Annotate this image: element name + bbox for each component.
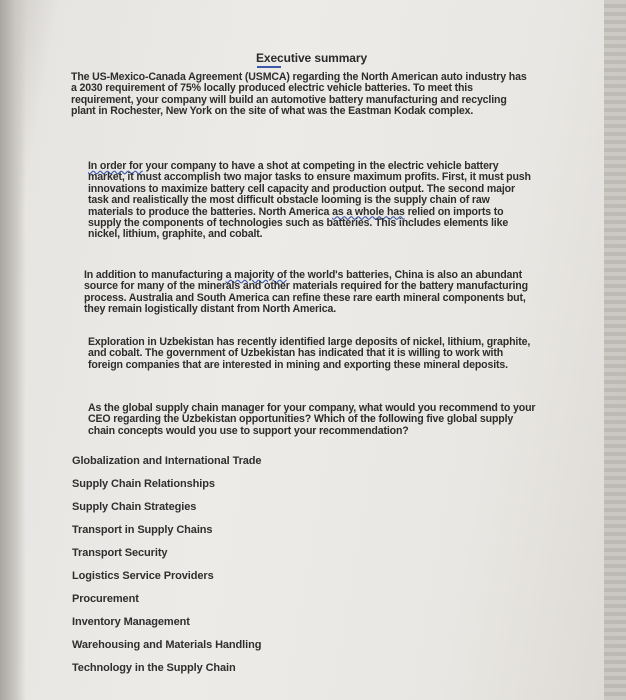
list-item: Transport in Supply Chains <box>72 524 213 536</box>
list-item: Logistics Service Providers <box>72 570 214 582</box>
list-item: Supply Chain Strategies <box>72 501 197 513</box>
paragraph-tasks-body: your company to have a shot at competing in the electric vehicle battery market, it must accomplish two major tasks to ensure maximum profits. First, it must push innovations to maximize battery cell capacity and production output. The second major task and realistically the most difficult obstacle looming is the supply chain of raw materials to produce the batteries. North America <box>88 160 531 218</box>
paragraph-tasks <box>88 161 534 241</box>
paragraph-china-tail: the world's batteries, China is also an abundant source for many of the minerals and other materials required for the battery manufacturing process. Australia and South America can refine these rare earth mineral components but, they remain logistically distant from North America. <box>84 269 528 316</box>
page-edge-right <box>604 0 626 700</box>
title-underline-mark <box>257 66 281 68</box>
list-item: Warehousing and Materials Handling <box>72 639 262 651</box>
list-item: Globalization and International Trade <box>72 455 262 467</box>
grammar-squiggle-majority-of: a majority of <box>225 269 287 281</box>
page-shadow-left <box>0 0 26 700</box>
paragraph-tasks-tail: relied on imports to supply the components of technologies such as batteries. This includes elements like nickel, lithium, graphite, and cobalt. <box>88 205 509 241</box>
concept-list <box>72 453 261 683</box>
paragraph-china <box>84 270 536 316</box>
paragraph-china-head: In addition to manufacturing <box>84 269 223 281</box>
document-title: Executive summary <box>256 51 368 65</box>
paragraph-usmca: The US-Mexico-Canada Agreement (USMCA) regarding the North American auto industry has a 2030 requirement of 75% locally produced electric vehicle batteries. To meet this requirement, your company will build an automotive battery manufacturing and recycling plant in Rochester, New York on the site of what was the Eastman Kodak complex. <box>71 71 527 118</box>
list-item: Procurement <box>72 593 139 605</box>
document-page <box>60 40 540 680</box>
paragraph-uzbekistan: Exploration in Uzbekistan has recently identified large deposits of nickel, lithium, graphite, and cobalt. The government of Uzbekistan has indicated that it is willing to work with foreign companies that are interested in mining and exporting these mineral deposits. <box>88 336 531 371</box>
grammar-squiggle-as-a-whole: as a whole has <box>332 205 405 218</box>
list-item: Technology in the Supply Chain <box>72 662 236 674</box>
list-item: Inventory Management <box>72 616 190 628</box>
grammar-squiggle-in-order-for: In order for <box>88 160 143 172</box>
paragraph-question: As the global supply chain manager for your company, what would you recommend to your CEO regarding the Uzbekistan opportunities? Which of the following five global supply chain concepts would you use to support your recommendation? <box>88 402 536 437</box>
list-item: Transport Security <box>72 547 168 559</box>
list-item: Supply Chain Relationships <box>72 478 215 490</box>
